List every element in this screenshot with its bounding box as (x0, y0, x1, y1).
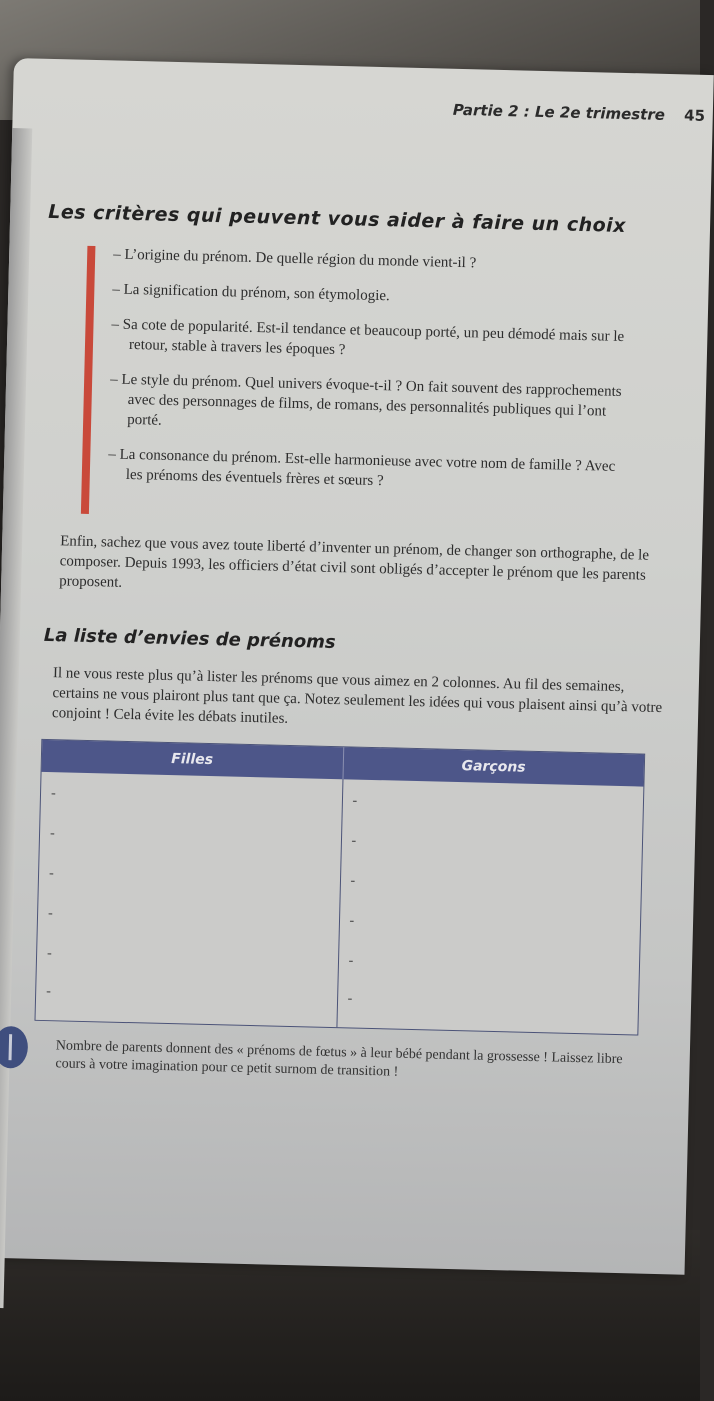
section-title-criteria: Les critères qui peuvent vous aider à faire un choix (47, 200, 627, 237)
list-item: – Sa cote de popularité. Est-il tendance et beaucoup porté, un peu démodé mais sur le retour, stable à travers les époques ? (111, 314, 632, 367)
names-table (34, 739, 645, 1036)
wishlist-intro: Il ne vous reste plus qu’à lister les prénoms que vous aimez en 2 colonnes. Au fil des semaines, certains ne vous plairont plus tant que ça. Notez seulement les idées qui vous plaisent ainsi qu’à votre conjoint ! Cela évite les débats inutiles. (51, 665, 663, 727)
entry-dash: - (47, 906, 53, 922)
accent-bar (81, 246, 96, 514)
entry-dash: - (347, 991, 353, 1007)
entry-dash: - (48, 866, 54, 882)
tip-icon (0, 1026, 28, 1069)
entry-dash: - (349, 913, 355, 929)
book-page (0, 58, 714, 1275)
list-item: – La consonance du prénom. Est-elle harmonieuse avec votre nom de famille ? Avec les prénoms des éventuels frères et sœurs ? (108, 444, 629, 497)
list-item: – Le style du prénom. Quel univers évoque-t-il ? On fait souvent des rapprochements avec des personnages de films, de romans, des personnalités publiques qui l’ont porté. (109, 369, 630, 442)
running-title: Partie 2 : Le 2e trimestre (452, 100, 666, 124)
column-header-girls: Filles (171, 751, 214, 769)
list-item: – La signification du prénom, son étymologie. (112, 279, 632, 312)
entry-dash: - (49, 826, 55, 842)
table-body (36, 772, 644, 1035)
closing-paragraph: Enfin, sachez que vous avez toute liberté d’inventer un prénom, de changer son orthographe, de le composer. Depuis 1993, les officiers d’état civil sont obligés d’accepter le prénom que les parents proposent. (59, 533, 650, 591)
page-binding-edge (0, 128, 32, 1308)
girls-column[interactable] (36, 772, 342, 1027)
entry-dash: - (348, 953, 354, 969)
list-item: – L’origine du prénom. De quelle région du monde vient-il ? (113, 244, 633, 277)
boys-column[interactable] (336, 779, 643, 1034)
entry-dash: - (46, 946, 52, 962)
entry-dash: - (351, 833, 357, 849)
entry-dash: - (50, 786, 56, 802)
column-header-boys: Garçons (342, 747, 644, 786)
tip-text: Nombre de parents donnent des « prénoms de fœtus » à leur bébé pendant la grossesse ! Laissez libre cours à votre imagination pour ce petit surnom de transition ! (55, 1038, 623, 1080)
criteria-list (107, 244, 633, 512)
running-header (453, 101, 706, 125)
section-title-wishlist: La liste d’envies de prénoms (43, 624, 336, 654)
entry-dash: - (352, 793, 358, 809)
entry-dash: - (46, 984, 52, 1000)
entry-dash: - (350, 873, 356, 889)
page-number: 45 (683, 106, 706, 125)
